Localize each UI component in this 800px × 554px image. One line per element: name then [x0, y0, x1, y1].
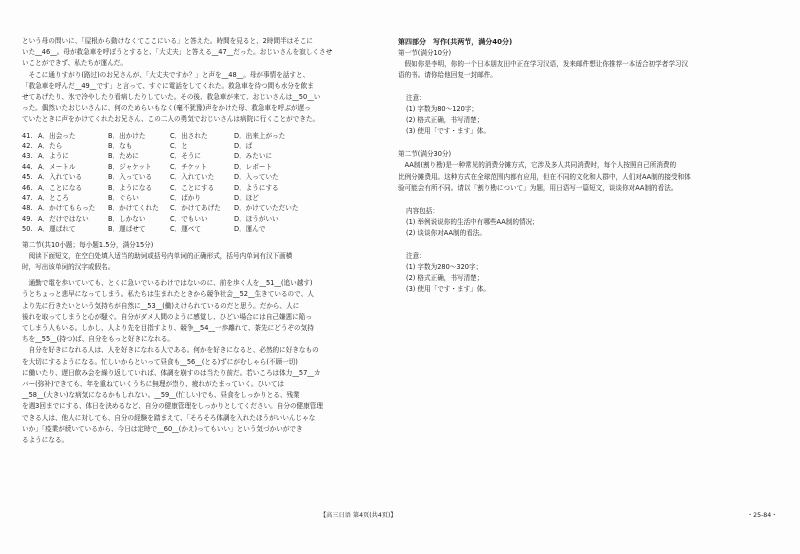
option-c: C．ばかり: [170, 194, 201, 203]
sec1-prompt-line: 语的书。请你给他回复一封邮件。: [398, 71, 497, 80]
option-b: B．出かけた: [108, 131, 146, 140]
option-row: [22, 183, 374, 193]
para2-line: せてあげたり、氷で冷やしたり看病したりしていた。その後、救急車が来て、おじいさんは__50__い: [22, 93, 321, 102]
option-a: A．だけではない: [38, 214, 89, 223]
question-number: 43.: [22, 152, 33, 161]
option-b: B．しかない: [108, 214, 146, 223]
note2-item: (2) 格式正确，书写清楚；: [406, 274, 484, 283]
section2-heading: 第二节(共10小题；每小题1.5分，满分15分): [22, 240, 154, 249]
option-a: A．入れている: [38, 173, 83, 182]
note1-item: (2) 格式正确，书写清楚；: [406, 116, 484, 125]
footer-code: ・25-84・: [747, 512, 778, 519]
passage-line: いか」「疫業が続いているから、今日は定時で__60__(かえ)ってもいい」という気づかいができ: [22, 424, 303, 433]
intro-line: いた__46__。母が救急車を呼ぼうとすると、「大丈夫」と答える__47__だった。おじいさんを寂しくさせ: [22, 48, 333, 57]
passage-line: てしまう人もいる。しかし、人より先を目指すより、競争__54__一歩離れて、茶先にどうぞの気持: [22, 323, 314, 332]
note2-item: (1) 字数为280～320字；: [406, 263, 483, 272]
option-row: [22, 162, 374, 172]
question-number: 50.: [22, 225, 33, 234]
option-d: D．みたいに: [234, 152, 273, 161]
passage-line: を大切にするようになる。忙しいからといって昼食も__56__(とる)ずにがむしゃら(不顾一切): [22, 357, 298, 366]
right-column: [398, 36, 782, 295]
option-c: C．運べて: [170, 225, 201, 234]
option-a: A．メートル: [38, 162, 76, 171]
option-c: C．でもいい: [170, 214, 208, 223]
writing-sec2-heading: 第二节(满分30分): [398, 150, 452, 159]
cloze-passage: [22, 278, 374, 446]
para2-line: そこに通りすがり(路过)のお兄さんが、「大丈夫ですか？」と声を__48__。母が事情を話すと、: [28, 70, 310, 79]
option-c: C．ことにする: [170, 183, 215, 192]
option-d: D．入っていた: [234, 173, 279, 182]
footer-page-label: 【高三日语 第4页(共4页)】: [320, 512, 397, 519]
option-c: C．そうに: [170, 152, 201, 161]
question-number: 44.: [22, 162, 33, 171]
note2-item: (3) 使用「です・ます」体。: [406, 285, 490, 294]
option-d: D．レポート: [234, 162, 273, 171]
passage-line: __58__(大きい)な病気になるかもしれない。__59__(忙しい)でも、昼食をしっかりとる、残業: [22, 391, 300, 400]
option-c: C．チケット: [170, 162, 207, 171]
sec1-prompt-line: 假如你是李明，你的一个日本朋友田中正在学习汉语，发来邮件想让你推荐一本适合初学者学习汉: [404, 60, 689, 68]
option-b: B．ために: [108, 152, 139, 161]
option-a: A．たら: [38, 142, 63, 151]
para2-line: 「救急車を呼んだ__49__です」と言って、すぐに電話をしてくれた。救急車を待つ間も水分を飲ま: [22, 81, 314, 90]
option-b: B．ぐらい: [108, 194, 139, 203]
option-a: A．出会った: [38, 131, 76, 140]
option-row: [22, 214, 374, 224]
passage-line: バー(弥补)できても、年を重ねていくうちに無理が祟り、疲れがたまっていく。ひいては: [22, 379, 285, 388]
option-row: [22, 172, 374, 182]
note1-label: 注意：: [406, 94, 426, 103]
passage-line: 自分を好きになれる人は、人を好きになれる人である。何かを好きになると、必然的に好きなもの: [28, 346, 319, 355]
option-c: C．かけてあげた: [170, 204, 221, 213]
option-c: C．と: [170, 142, 188, 151]
part4-heading: 第四部分 写作(共两节，满分40分): [398, 38, 513, 46]
option-a: A．ところ: [38, 194, 69, 203]
passage-line: に働いたり、遅日飲み会を繰り返していれば、体調を崩すのは当たり前だ。若いころは体力__57__カ: [22, 368, 321, 377]
content-item: (1) 举例说说你的生活中有哪些AA制的情况；: [406, 218, 539, 227]
question-number: 48.: [22, 204, 33, 213]
passage-line: できる人は、他人に対しても、自分の経験を踏まえて、「そろそろ体調を入れたほうがいいんじゃな: [22, 413, 316, 422]
option-d: D．出来上がった: [234, 131, 286, 140]
option-row: [22, 203, 374, 213]
passage-line: うとちょっと悲早になってしまう。私たちは生まれたときから競争社会__52__生きているので、人: [22, 290, 314, 299]
passage-para2: [22, 70, 374, 126]
option-a: A．かけてもらった: [38, 204, 96, 213]
sec2-prompt-line: AA制(割り勘)是一种常见的消费分摊方式，它涉及多人共同消费时，每个人按照自己所消费的: [404, 161, 677, 170]
question-number: 46.: [22, 183, 33, 192]
option-a: A．運ばれて: [38, 225, 76, 234]
option-b: B．ジャケット: [108, 162, 152, 171]
left-column: [22, 36, 374, 446]
intro-line: という母の問いに、「屋根から動けなくてここにいる」と答えた。時間を見ると、2時間半はそこに: [22, 37, 314, 45]
section2-instruction: 时，写出该单词的汉字或假名。: [22, 262, 115, 271]
passage-intro: [22, 36, 374, 70]
option-a: A．ことになる: [38, 183, 83, 192]
option-d: D．ば: [234, 142, 253, 151]
option-row: [22, 151, 374, 161]
question-number: 49.: [22, 214, 33, 223]
note1-item: (1) 字数为80～120字；: [406, 105, 478, 114]
option-row: [22, 131, 374, 141]
section2-instruction: 阅读下面短文，在空白处填入适当的助词或括号内单词的正确形式，括号内单词有汉下画横: [28, 251, 293, 260]
option-d: D．かけていただいた: [234, 204, 299, 213]
option-c: C．入れていた: [170, 173, 215, 182]
sec2-prompt-line: 验可能会有所不同。请以「割り勘について」为题，用日语写一篇短文，谈谈你对AA制的看法。: [398, 183, 678, 192]
option-c: C．出された: [170, 131, 208, 140]
option-d: D．ほど: [234, 194, 259, 203]
note2-label: 注意：: [406, 252, 426, 261]
option-d: D．ようにする: [234, 183, 279, 192]
content-label: 内容包括：: [406, 207, 439, 216]
option-list: [22, 131, 374, 235]
option-b: B．ようになる: [108, 183, 153, 192]
option-row: [22, 224, 374, 234]
question-number: 42.: [22, 142, 33, 151]
intro-line: いことができず、私たちが運んだ。: [22, 59, 127, 68]
option-b: B．なも: [108, 142, 133, 151]
passage-line: ちを__55__(持つ)ば、自分をもっと好きになれる。: [22, 335, 175, 344]
para2-line: ていたときに声をかけてくれたお兄さん、この二人の勇気でおじいさんは病院に行くことができた。: [22, 115, 320, 124]
question-number: 47.: [22, 194, 33, 203]
para2-line: った。偶然いたおじいさんに、何のためらいもなく(毫不犹豫)声をかけた母、救急車を呼ぶが遅っ: [22, 104, 311, 113]
writing-sec1-heading: 第一节(满分10分): [398, 49, 452, 57]
option-d: D．運んで: [234, 225, 266, 234]
sec2-prompt-line: 比例分摊费用。这种方式在全球范围内都有应用，但在不同的文化和人群中，人们对AA制的接受和体: [398, 172, 691, 181]
passage-line: 後れを取ってしまうと心が騒ぐ。自分がダメ人間のように感覚し、ひどい場合には自己嫌悪に陥っ: [22, 312, 312, 321]
passage-line: るようになる。: [22, 435, 69, 444]
option-row: [22, 193, 374, 203]
option-a: A．ように: [38, 152, 69, 161]
passage-line: より先に行きたいという気持ちが自然に__53__(働)えけられているのだと思う。だから、人に: [22, 301, 300, 310]
passage-line: 通勤で電を歩いていても、とくに急いでいるわけではないのに、前を歩く人を__51__(追い越す): [28, 279, 313, 288]
content-item: (2) 谈谈你对AA制的看法。: [406, 229, 486, 238]
option-b: B．入っている: [108, 173, 153, 182]
option-row: [22, 141, 374, 151]
option-d: D．ほうがいい: [234, 214, 279, 223]
passage-line: を週3回までにする、体日を決めるなど、自分の健康管理をしっかりとしてください。自分の健康管理: [22, 402, 323, 411]
option-b: B．運ばせて: [108, 225, 146, 234]
option-b: B．かけてくれた: [108, 204, 159, 213]
question-number: 45.: [22, 173, 33, 182]
note1-item: (3) 使用「です・ます」体。: [406, 127, 490, 136]
question-number: 41.: [22, 131, 33, 140]
